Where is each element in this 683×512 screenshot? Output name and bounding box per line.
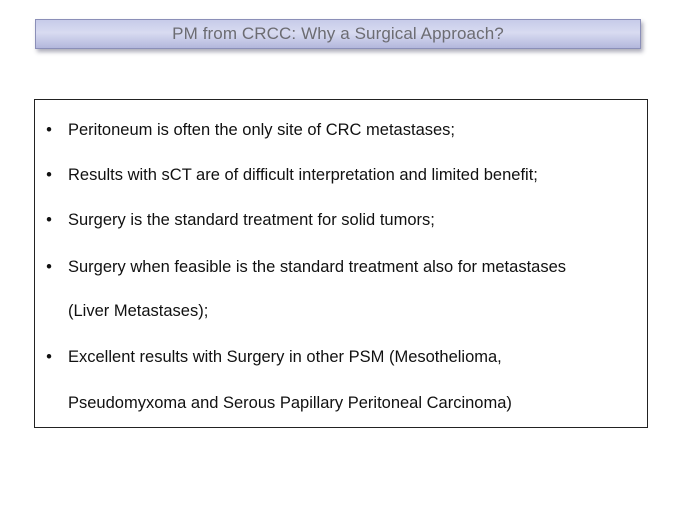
bullet-item	[35, 211, 647, 233]
bullet-item	[35, 166, 647, 188]
bullet-marker: •	[46, 348, 52, 366]
bullet-text: Surgery is the standard treatment for solid tumors;	[68, 211, 435, 229]
bullet-continuation	[35, 302, 647, 324]
slide-title: PM from CRCC: Why a Surgical Approach?	[172, 24, 504, 43]
bullet-text: Excellent results with Surgery in other PSM (Mesothelioma,	[68, 348, 502, 366]
bullet-marker: •	[46, 258, 52, 276]
title-banner	[35, 19, 641, 49]
bullet-item	[35, 258, 647, 280]
bullet-text: Surgery when feasible is the standard treatment also for metastases	[68, 258, 567, 276]
bullet-text-continuation: (Liver Metastases);	[68, 302, 209, 320]
bullet-marker: •	[46, 121, 52, 139]
bullet-item	[35, 348, 647, 370]
bullet-marker: •	[46, 166, 52, 184]
bullet-marker: •	[46, 211, 52, 229]
bullet-text: Results with sCT are of difficult interpretation and limited benefit;	[68, 166, 538, 184]
bullet-text-continuation: Pseudomyxoma and Serous Papillary Peritoneal Carcinoma)	[68, 394, 512, 412]
bullet-item	[35, 121, 647, 143]
bullet-continuation	[35, 394, 647, 416]
bullet-text: Peritoneum is often the only site of CRC metastases;	[68, 121, 456, 139]
content-box	[34, 99, 648, 428]
